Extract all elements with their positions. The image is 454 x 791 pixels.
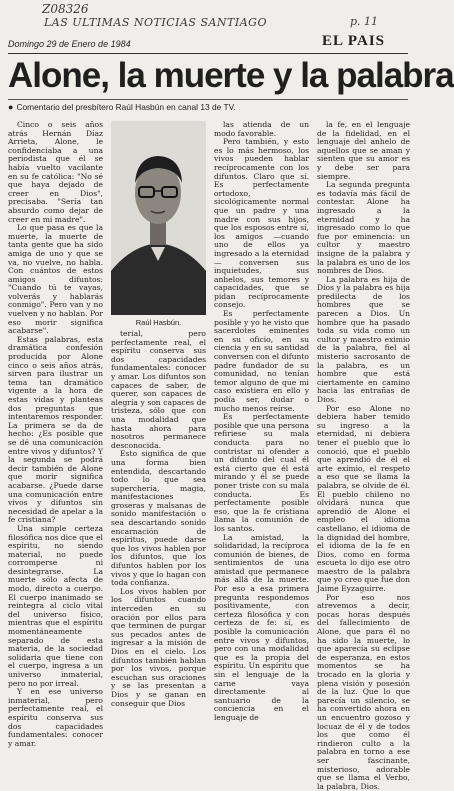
paragraph: Cinco o seis años atrás Hernán Díaz Arrieta, Alone, le confidenciaba a una periodista que él se había vuelto vacilante en su fe católica: "No sé que haya dejado de creer en Dios", precisaba. "Sería tan absurdo como dejar de creer en mi madre". <box>8 120 103 224</box>
article-column-4 <box>317 120 410 791</box>
subtitle-text: Comentario del presbítero Raúl Hasbún en canal 13 de TV. <box>16 102 236 112</box>
paragraph: Lo que pasa es que la muerte, la muerte de tanta gente que ha sido amiga de uno y que se va, no vuelve, no habla. Con cuántos de estos amigos difuntos: "Cuando tú te vayas, volverás y hablarás conmigo". Pero van y no vuelven y no hablan. Por eso morir significa acabarse". <box>8 223 103 336</box>
paragraph: terial, pero perfectamente real, el espíritu conserva sus dos capacidades fundamentales: conocer y amar. Los difuntos son capaces de saber, de querer, son capaces de alegría y son capaces de tristeza, sólo que con una modalidad que hasta ahora para nosotros permanece desconocida. <box>111 329 206 450</box>
paragraph: Esto significa de que una forma bien entendida, descartando todo lo que sea superchería, magia, manifestaciones groseras y malsanas de sonido manifestación o sea descartando sonido encarnación de espíritus, puede darse que los vivos hablen por los difuntos, que los difuntos hablen por los vivos y que lo hagan con toda confianza. <box>111 449 206 588</box>
paragraph: La amistad, la solidaridad, la recíproca comunión de bienes, de sentimientos de una amistad que permanece más allá de la muerte. Por eso a esa primera pregunta respondemos positivamente, con certeza filosófica y con certeza de fe: sí, es posible la comunicación entre vivos y difuntos, pero con una modalidad que es la propia del espíritu. Un espíritu que sin el lenguaje de la carne vaya directamente al santuario de la conciencia en el lenguaje de <box>214 532 309 722</box>
paragraph: Es perfectamente posible y yo he visto que sacerdotes eminentes en su oficio, en su ciencia y en su santidad conversen con el difunto padre fundador de su comunidad, no tenían temor alguno de que mi caso existiera en ello y podía ser, dudar o mucho menos reírse. <box>214 309 309 413</box>
headline-rule <box>8 99 408 100</box>
paragraph: La palabra es hija de Dios y la palabra es hija predilecta de los hombres que se parecen a Dios. Un hombre que ha pasado toda su vida como un cultor y maestro eximio de la palabra, fiel al misterio sacrosanto de la palabra, es un hombre que está ciertamente en camino hacia las entrañas de Dios. <box>317 274 410 404</box>
article-column-2 <box>111 329 206 708</box>
handwritten-archive-code: Z08326 <box>42 2 89 16</box>
paragraph: Por eso Alone no debiera haber temido su ingreso a la eternidad, ni debiera tener el pueblo que lo conoció, que el pueblo que aprendió de él el arte exímio, el respeto a eso que se llama la palabra, se olvide de él. El pueblo chileno no olvidará nunca que aprendió de Alone el empleo el idioma castellano, el idioma de la dignidad del hombre, el idioma de la fe en Dios, como en forma escueta lo dijo ese otro maestro de la palabra que yo creo que fue don Jaime Eyzaguirre. <box>317 403 410 594</box>
paragraph: la fe, en el lenguaje de la fidelidad, en el lenguaje del anhelo de aquellos que se aman y sienten que su amor es y debe ser para siempre. <box>317 120 410 181</box>
handwritten-source-note: LAS ULTIMAS NOTICIAS SANTIAGO <box>44 16 267 29</box>
handwritten-page-number: p. 11 <box>350 15 379 28</box>
article-column-1 <box>8 120 103 748</box>
paragraph: Es perfectamente posible que una persona refiriese su mala conducta para no contristar ni ofender a un difunto del cual él está cierto que él está mirando y él se puede poner triste con su mala conducta. Es perfectamente posible eso, que la fe cristiana llama la comunión de los santos. <box>214 412 309 533</box>
newspaper-masthead: EL PAIS <box>322 33 385 49</box>
paragraph: Una simple certeza filosófica nos dice que el espíritu, no siendo material, no puede corromperse ni desintegrarse. La muerte sólo afecta de modo, directo a cuerpo. El cuerpo inanimado se reintegra al ciclo vital del universo físico, mientras que el espíritu momentáneamente separado de esta materia, de la sociedad solidaria que tiene con el cuerpo, ingresa a un universo inmaterial, pero no por irreal. <box>8 523 103 688</box>
paragraph: Pero también, y esto es lo más hermoso, los vivos pueden hablar recíprocamente con los difuntos. Claro que sí. Es perfectamente ortodoxo, sicológicamente normal que un padre y una madre con sus hijos, que los esposos entre sí, los amigos —cuando uno de ellos ya ingresado a la eternidad— conversen sus inquietudes, sus anhelos, sus temores y capacidades, que se pidan recíprocamente consejo. <box>214 137 309 310</box>
paragraph: Los vivos hablen por los difuntos cuando interceden en su oración por ellos para que terminen de purgar sus pecados antes de ingresar a la misión de Dios en el cielo. Los difuntos también hablan por los vivos, porque escuchan sus oraciones y se las presentan a Dios y se ganan en conseguir que Dios <box>111 586 206 708</box>
paragraph: las atienda de un modo favorable. <box>214 120 309 138</box>
paragraph: Por eso nos atrevemos a decir, pocas horas después del fallecimiento de Alone, que para él no ha sido la muerte, lo que aparecía su eclipse de esperanza, en estos momentos se ha trocado en la gloria y plena visión y posesión de la luz. Que lo que parecía un silencio, se ha convertido ahora en un encuentro gozoso y locuaz de él y de todos los que como él rindieron culto a la palabra en torno a ese ser fascinante, misterioso, adorable que se llama el Verbo, la palabra, Dios. <box>317 592 410 791</box>
portrait-illustration <box>111 121 206 315</box>
portrait-photo <box>111 121 206 315</box>
dateline: Domingo 29 de Enero de 1984 <box>8 39 131 49</box>
paragraph: Estas palabras, esta dramática confesión producida por Alone cinco o seis años atrás, sirven para ilustrar un tema tan dramático vigente a la hora de estas vidas y planteas dos preguntas que intentaremos responder. La primera se da de hecho: ¿Es posible que se dé una comunicación entre vivos y difuntos? Y la segunda se podrá decir también de Alone que morir significa acabarse. ¿Puede darse una comunicación entre vivos y difuntos sin necesidad de apelar a la fe cristiana? <box>8 334 103 525</box>
paragraph: Y en ese universo inmaterial, pero perfectamente real, el espíritu conserva sus dos capacidades fundamentales: conocer y amar. <box>8 687 103 748</box>
headline: Alone, la muerte y la palabra <box>8 56 454 95</box>
paragraph: La segunda pregunta es todavía más fácil de contestar. Alone ha ingresado a la eternidad y ha ingresado como lo que fue por eminencia: un cultor y maestro insigne de la palabra y la palabra es uno de los nombres de Dios. <box>317 180 410 276</box>
article-column-3 <box>214 120 309 722</box>
photo-caption: Raúl Hasbún. <box>135 318 182 327</box>
bullet-icon: ● <box>8 102 14 112</box>
subtitle <box>8 102 236 112</box>
